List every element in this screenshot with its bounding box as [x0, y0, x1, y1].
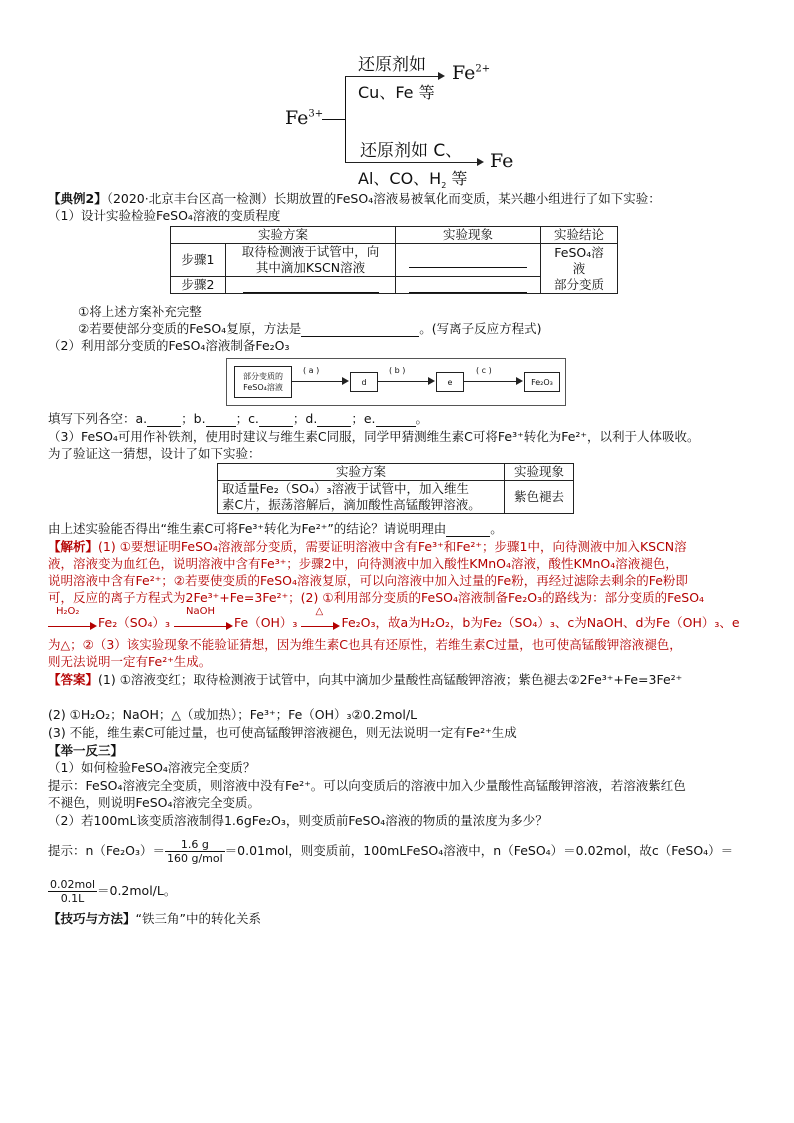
table1-step1-result	[396, 244, 541, 277]
analysis-line-2: 液，溶液变为血红色，说明溶液中含有Fe³⁺；步骤2中，向待测液中加入酸性KMnO₄溶液，酸性KMnO₄溶液褪色，	[48, 556, 678, 571]
branch-vertical	[345, 76, 346, 162]
flow-arrow-c	[463, 381, 518, 382]
answer-line-3: (3) 不能，维生素C可能过量，也可使高锰酸钾溶液褪色，则无法说明一定有Fe²⁺生成	[48, 725, 517, 740]
table1-step2-plan	[226, 277, 396, 294]
table1-step1: 步骤1	[171, 244, 226, 277]
flow-end-box: Fe₂O₃	[524, 372, 560, 392]
example-title: 【典例2】（2020·北京丰台区高一检测）长期放置的FeSO₄溶液易被氧化而变质，某兴趣小组进行了如下实验：	[48, 191, 661, 206]
table2-result: 紫色褪去	[505, 481, 574, 514]
top-arrow	[345, 76, 440, 77]
practice-title: 【举一反三】	[48, 743, 124, 758]
table2-header: 实验现象	[505, 464, 574, 481]
flow-arrow-b	[377, 381, 430, 382]
branch-line	[322, 119, 346, 120]
bottom-reagent-label: 还原剂如 C、	[360, 141, 463, 161]
question-1: （1）设计实验检验FeSO₄溶液的变质程度	[48, 208, 281, 223]
practice-answer-1-cont: 不褪色，则说明FeSO₄溶液完全变质。	[48, 795, 260, 810]
practice-question-2: （2）若100mL该变质溶液制得1.6gFe₂O₃，则变质前FeSO₄溶液的物质的量浓度为多少？	[48, 813, 548, 828]
practice-answer-2-cont: $\frac{\text{0.02mol}}{0.1L}$ ＝0.2mol/L。	[50, 878, 177, 905]
fe-label: Fe	[490, 150, 514, 172]
table1-header: 实验方案	[171, 227, 396, 244]
table1-step2: 步骤2	[171, 277, 226, 294]
question-1-sub1: ①将上述方案补充完整	[78, 304, 202, 319]
fill-blanks: 填写下列各空：a. ；b. ；c. ；d. ；e. 。	[48, 411, 429, 426]
flow-label-b: ( b )	[389, 366, 406, 375]
practice-answer-1: 提示：FeSO₄溶液完全变质，则溶液中没有Fe²⁺。可以向变质后的溶液中加入少量酸性高锰酸钾溶液，若溶液紫红色	[48, 778, 686, 793]
practice-answer-2: 提示：n（Fe₂O₃）＝ $\frac{1.6 g}{\text{160 g/mol}}$ ＝0.01mol，则变质前，100mLFeSO₄溶液中，n（FeSO₄）＝0.02mol，故c（FeSO₄）＝	[48, 838, 734, 865]
experiment-table-2	[217, 463, 574, 514]
flow-arrowhead-c	[516, 377, 523, 385]
flow-label-c: ( c )	[476, 366, 492, 375]
flow-start-box: 部分变质的 FeSO₄溶液	[234, 366, 292, 398]
analysis-line-1: 【解析】(1) ①要想证明FeSO₄溶液部分变质，需要证明溶液中含有Fe³⁺和Fe²⁺；步骤1中，向待测液中加入KSCN溶	[48, 539, 687, 554]
table1-header: 实验现象	[396, 227, 541, 244]
flow-box-d: d	[350, 372, 378, 392]
table1-step2-result	[396, 277, 541, 294]
route-arrow-2: NaOH	[174, 617, 234, 631]
analysis-line-7: 则无法说明一定有Fe²⁺生成。	[48, 654, 212, 669]
bottom-arrowhead	[477, 158, 484, 166]
fraction-conc: $\frac{\text{0.02mol}}{0.1L}$	[50, 878, 95, 905]
table1-step1-plan: 取待检测液于试管中，向 其中滴加KSCN溶液	[226, 244, 396, 277]
practice-question-1: （1）如何检验FeSO₄溶液完全变质？	[48, 760, 256, 775]
analysis-line-3: 说明溶液中含有Fe²⁺；②若要使变质的FeSO₄溶液复原，可以向溶液中加入过量的Fe粉，再经过滤除去剩余的Fe粉即	[48, 573, 688, 588]
experiment-table-1	[170, 226, 618, 294]
analysis-line-4: 可，反应的离子方程式为2Fe³⁺+Fe=3Fe²⁺；(2) ①利用部分变质的FeSO₄溶液制备Fe₂O₃的路线为：部分变质的FeSO₄	[48, 590, 705, 605]
answer-line-2: (2) ①H₂O₂；NaOH；△（或加热）；Fe³⁺；Fe（OH）₃②0.2mol/L	[48, 707, 418, 722]
bottom-arrow	[345, 162, 479, 163]
top-arrowhead	[438, 72, 445, 80]
top-reagent-label: 还原剂如	[358, 55, 426, 75]
flow-label-a: ( a )	[303, 366, 320, 375]
flow-arrow-a	[291, 381, 344, 382]
table2-plan: 取适量Fe₂（SO₄）₃溶液于试管中，加入维生 素C片，振荡溶解后，滴加酸性高锰酸钾溶液。	[218, 481, 505, 514]
question-3: （3）FeSO₄可用作补铁剂，使用时建议与维生素C同服，同学甲猜测维生素C可将Fe³⁺转化为Fe²⁺，以利于人体吸收。	[48, 429, 700, 444]
table1-conclusion: FeSO₄溶 液 部分变质	[541, 244, 618, 294]
question-3-cont: 为了验证这一猜想，设计了如下实验：	[48, 446, 261, 461]
route-arrow-3: △	[301, 617, 341, 631]
table1-header: 实验结论	[541, 227, 618, 244]
fe2-label: $Fe^{2+}$	[452, 62, 491, 84]
flow-arrowhead-a	[342, 377, 349, 385]
route-arrow-1: H₂O₂	[48, 617, 98, 631]
top-reagent-examples: Cu、Fe 等	[358, 83, 435, 102]
question-2: （2）利用部分变质的FeSO₄溶液制备Fe₂O₃	[48, 338, 290, 353]
table2-header: 实验方案	[218, 464, 505, 481]
question-3-conclusion: 由上述实验能否得出“维生素C可将Fe³⁺转化为Fe²⁺”的结论？请说明理由 。	[48, 521, 503, 536]
flow-box-e: e	[436, 372, 464, 392]
fraction-mass: $\frac{1.6 g}{\text{160 g/mol}}$	[166, 838, 223, 865]
skills-title: 【技巧与方法】“铁三角”中的转化关系	[48, 911, 261, 926]
analysis-route: H₂O₂ Fe₂（SO₄）₃ NaOH Fe（OH）₃ △ Fe₂O₃，故a为H₂O₂，b为Fe₂（SO₄）₃、c为NaOH、d为Fe（OH）₃、e	[48, 614, 740, 631]
question-1-sub2: ②若要使部分变质的FeSO₄复原，方法是 。(写离子反应方程式)	[78, 321, 542, 336]
flow-arrowhead-b	[428, 377, 435, 385]
fe3-label: $Fe^{3+}$	[285, 107, 324, 129]
analysis-line-6: 为△；②（3）该实验现象不能验证猜想，因为维生素C也具有还原性，若维生素C过量，也可使高锰酸钾溶液褪色，	[48, 637, 682, 652]
bottom-reagent-examples: Al、CO、$H_2$ 等	[358, 169, 468, 191]
answer-line-1: 【答案】(1) ①溶液变红；取待检测液于试管中，向其中滴加少量酸性高锰酸钾溶液；紫色褪去②2Fe³⁺+Fe=3Fe²⁺	[48, 672, 683, 687]
